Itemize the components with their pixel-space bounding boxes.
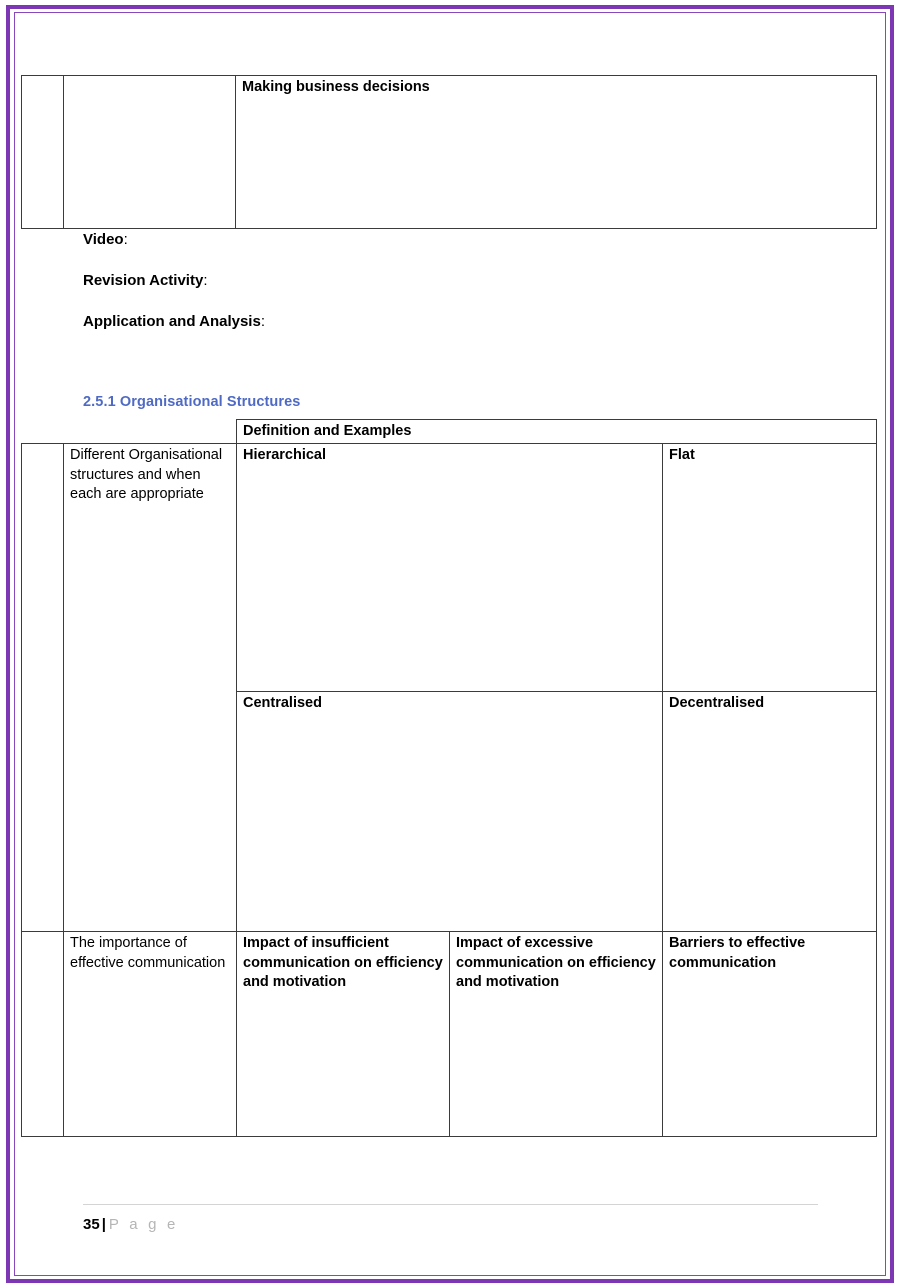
marker-cell: [22, 444, 64, 932]
table-organisational-structures: [21, 419, 877, 1137]
side-label-importance-of-effective-communication: The importance of effective communication: [64, 932, 237, 1137]
label-revision-activity-text: Revision Activity: [83, 272, 204, 289]
footer-page-word: P a g e: [108, 1216, 179, 1233]
cell-title-barriers-to-effective-communication: Barriers to effective communication: [663, 932, 877, 1137]
label-video-colon: :: [123, 231, 128, 248]
footer-separator: |: [101, 1216, 106, 1233]
header-spacer-2: [64, 420, 237, 444]
topic-cell: [64, 76, 236, 229]
table-row: [22, 932, 877, 1137]
table-row: [22, 444, 877, 692]
cell-title-decentralised: Decentralised: [663, 692, 877, 932]
label-application-and-analysis-text: Application and Analysis: [83, 313, 261, 330]
side-label-different-organisational-structures: Different Organisational structures and when each are appropriate: [64, 444, 237, 932]
section-subheading: 2.5.1 Organisational Structures: [83, 394, 301, 410]
table-continued-top: [21, 75, 877, 229]
label-application-and-analysis: [83, 313, 265, 330]
cell-title-making-business-decisions: Making business decisions: [236, 76, 877, 229]
page-footer: [83, 1204, 823, 1233]
label-video: [83, 231, 128, 248]
label-application-and-analysis-colon: :: [260, 313, 265, 330]
footer-divider: [83, 1204, 818, 1205]
footer-page-number: 35: [83, 1216, 100, 1233]
label-video-text: Video: [83, 231, 124, 248]
label-revision-activity-colon: :: [203, 272, 208, 289]
marker-cell: [22, 932, 64, 1137]
cell-title-centralised: Centralised: [237, 692, 663, 932]
table-row: [22, 76, 877, 229]
marker-cell: [22, 76, 64, 229]
footer-page-indicator: [83, 1216, 823, 1233]
cell-title-impact-of-insufficient-communication: Impact of insufficient communication on efficiency and motivation: [237, 932, 450, 1137]
header-spacer-1: [22, 420, 64, 444]
table-header-row: [22, 420, 877, 444]
cell-title-hierarchical: Hierarchical: [237, 444, 663, 692]
header-definition-and-examples: Definition and Examples: [237, 420, 877, 444]
label-revision-activity: [83, 272, 208, 289]
cell-title-impact-of-excessive-communication: Impact of excessive communication on efficiency and motivation: [450, 932, 663, 1137]
cell-title-flat: Flat: [663, 444, 877, 692]
